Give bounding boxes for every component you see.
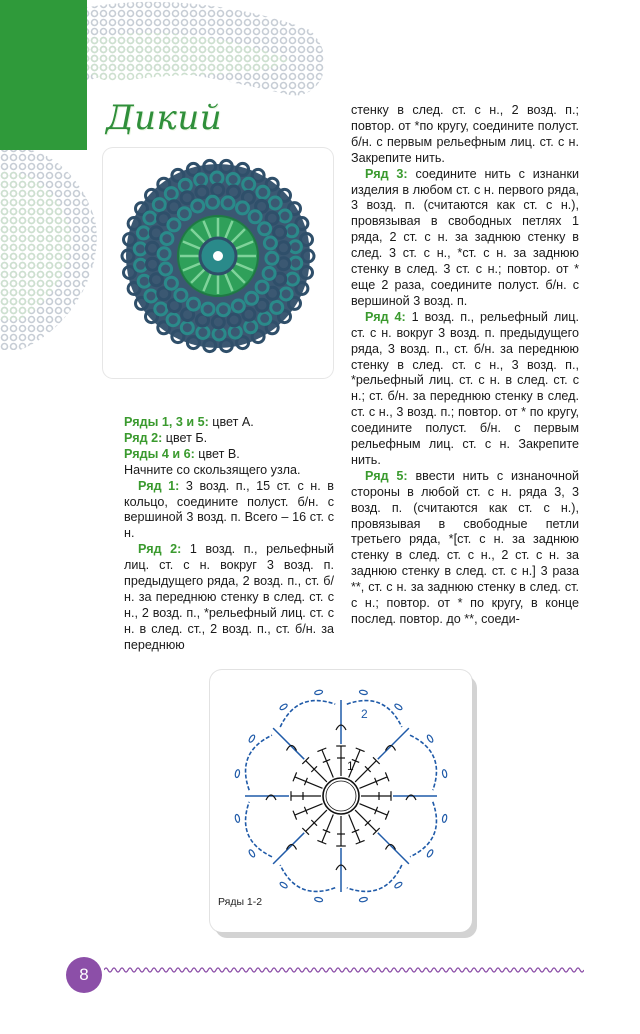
rows-46-color: Ряды 4 и 6: цвет В. — [124, 446, 240, 461]
decorative-wave-line — [104, 964, 584, 976]
chain-stitch-symbol — [442, 769, 448, 778]
chain-arch — [246, 735, 272, 790]
crochet-flower-photo — [103, 148, 333, 378]
chain-stitch-symbol — [248, 734, 256, 743]
magic-ring — [323, 778, 359, 814]
magic-ring-inner — [326, 781, 356, 811]
row-1-marker: 1 — [347, 759, 354, 773]
row1-instructions: Ряд 1: 3 возд. п., 15 ст. с н. в кольцо, соедините полуст. б/н. с вершиной 3 возд. п. Всего – 16 ст. с н. — [124, 478, 335, 541]
chain-stitch-symbol — [394, 881, 403, 889]
double-crochet-symbol — [355, 810, 376, 831]
chain-stitch-symbol — [248, 849, 256, 858]
double-crochet-symbol — [306, 810, 327, 831]
double-crochet-symbol — [322, 750, 333, 778]
double-crochet-symbol — [360, 804, 388, 815]
green-corner-tab — [0, 0, 87, 150]
start-instruction: Начните со скользящего узла. — [124, 462, 301, 477]
double-crochet-symbol — [322, 815, 333, 843]
diagram-caption: Ряды 1-2 — [218, 896, 263, 908]
double-crochet-symbol — [355, 761, 376, 782]
right-text-column — [351, 103, 579, 628]
chain-stitch-symbol — [394, 703, 403, 711]
crochet-chart-diagram — [210, 670, 472, 932]
page-number-badge: 8 — [66, 957, 102, 993]
left-text-column — [124, 415, 334, 654]
row-2-marker: 2 — [361, 707, 368, 721]
right-para-continued: стенку в след. ст. с н., 2 возд. п.; повтор. от *по кругу, соедините полуст. б/н. с первым рельефным лиц. ст. с н. Закрепите нить. — [351, 103, 579, 165]
chain-arch — [410, 735, 436, 790]
row5-instructions: Ряд 5: ввести нить с изнаночной стороны в любой ст. с н. ряда 3, 3 возд. п. (считаются как ст. с н.), провязывая в свободные петли третьего ряда, *[ст. с н. за заднюю стенку в след. ст. с н., 2 ст. с н. за заднюю стенку в след. ст. с н.] 3 раза **, ст. с н. за заднюю стенку в след. ст. с н.; повтор. от * по кругу, в конце послед. повтор. до **, соеди- — [351, 468, 579, 626]
chain-stitch-symbol — [235, 769, 241, 778]
double-crochet-symbol — [306, 761, 327, 782]
double-crochet-symbol — [295, 777, 323, 788]
post-stitch-symbol — [378, 833, 409, 864]
row4-instructions: Ряд 4: 1 возд. п., рельефный лиц. ст. с н. вокруг 3 возд. п. предыдущего ряда, 3 возд. п., ст. б/н. за переднюю стенку в след. ст. с н., 3 возд. п., *рельефный лиц. ст. с н. в след. ст. с н.; ст. б/н. за переднюю стенку в след. ст. с н., 3 возд. п.; повтор. от * по кругу, соедините полуст. б/н. с первым рельефным лиц. ст. с н. Закрепите нить. — [351, 309, 579, 467]
chain-stitch-symbol — [359, 690, 368, 696]
chain-stitch-symbol — [235, 814, 241, 823]
chain-arch — [246, 802, 272, 857]
chain-arch — [410, 802, 436, 857]
chain-arch — [347, 701, 402, 727]
rows-135-color: Ряды 1, 3 и 5: цвет А. — [124, 415, 254, 429]
row2-instructions: Ряд 2: 1 возд. п., рельефный лиц. ст. с н. вокруг 3 возд. п. предыдущего ряда, 2 возд. п., ст. б/н. за переднюю стенку в след. ст. с н., 2 возд. п., *рельефный лиц. ст. с н. в след. ст., 2 возд. п., ст. б/н. за переднюю — [124, 542, 334, 652]
chain-stitch-symbol — [279, 881, 288, 889]
chain-stitch-symbol — [314, 897, 323, 903]
chain-stitch-symbol — [442, 814, 448, 823]
row2-color: Ряд 2: цвет Б. — [124, 430, 208, 445]
chain-stitch-symbol — [359, 897, 368, 903]
page-title: Дикий — [106, 98, 223, 138]
row3-instructions: Ряд 3: соедините нить с изнанки изделия в любом ст. с н. первого ряда, 3 возд. п. (считаются как ст. с н.), провязывая в свободных петлях 1 ряда, 2 ст. с н. за заднюю стенку в след. 3 ст. с н., *ст. с н. за заднюю стенку в след. 3 ст. с н.; повтор. от * еще 2 раза, соедините полуст. б/н. с вершиной 3 возд. п. — [351, 166, 579, 308]
flower-hole — [213, 251, 223, 261]
post-stitch-symbol — [273, 833, 304, 864]
flower-photo-card — [103, 148, 333, 378]
chain-stitch-symbol — [314, 690, 323, 696]
double-crochet-symbol — [349, 815, 360, 843]
chain-arch — [347, 865, 402, 891]
chain-stitch-symbol — [279, 703, 288, 711]
chain-arch — [280, 701, 335, 727]
chain-stitch-symbol — [426, 734, 434, 743]
post-stitch-symbol — [378, 728, 409, 759]
crochet-diagram-card — [210, 670, 472, 932]
chain-arch — [280, 865, 335, 891]
double-crochet-symbol — [360, 777, 388, 788]
double-crochet-symbol — [295, 804, 323, 815]
post-stitch-symbol — [273, 728, 304, 759]
chain-stitch-symbol — [426, 849, 434, 858]
